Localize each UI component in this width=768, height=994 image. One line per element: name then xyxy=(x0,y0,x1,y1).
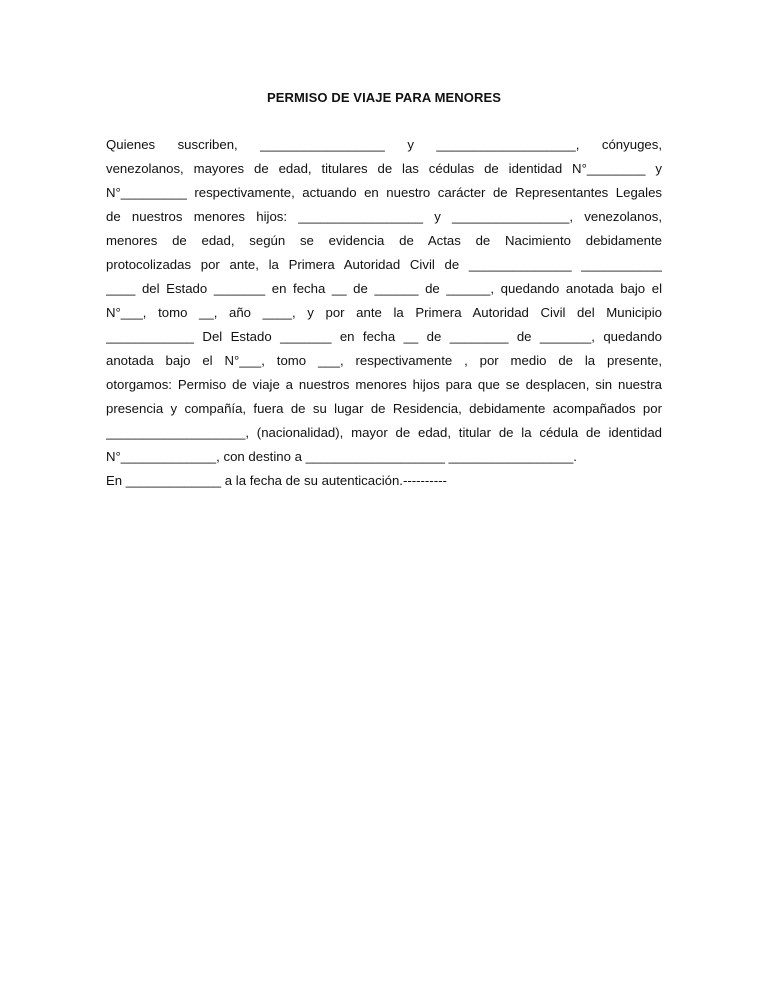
body-line: N°_____________, con destino a ___________________ _________________. xyxy=(106,449,577,464)
body-line: menores de edad, según se evidencia de Actas de Nacimiento debidamente xyxy=(106,233,662,248)
body-line: otorgamos: Permiso de viaje a nuestros menores hijos para que se desplacen, sin nuestra xyxy=(106,377,662,392)
body-line: N°___, tomo __, año ____, y por ante la Primera Autoridad Civil del Municipio xyxy=(106,305,662,320)
body-line: ____________ Del Estado _______ en fecha __ de ________ de _______, quedando xyxy=(106,329,662,344)
body-line: protocolizadas por ante, la Primera Autoridad Civil de ______________ ___________ xyxy=(106,257,662,272)
document-title: PERMISO DE VIAJE PARA MENORES xyxy=(266,90,502,105)
body-line: En _____________ a la fecha de su autenticación.---------- xyxy=(106,473,447,488)
document-body xyxy=(106,133,662,493)
body-line: de nuestros menores hijos: _________________ y ________________, venezolanos, xyxy=(106,209,662,224)
body-line: presencia y compañía, fuera de su lugar de Residencia, debidamente acompañados por xyxy=(106,401,662,416)
body-line: ____ del Estado _______ en fecha __ de ______ de ______, quedando anotada bajo el xyxy=(106,281,662,296)
body-line: ___________________, (nacionalidad), mayor de edad, titular de la cédula de identidad xyxy=(106,425,662,440)
body-line: Quienes suscriben, _________________ y ___________________, cónyuges, xyxy=(106,137,662,152)
body-line: anotada bajo el N°___, tomo ___, respectivamente , por medio de la presente, xyxy=(106,353,662,368)
body-line: N°_________ respectivamente, actuando en nuestro carácter de Representantes Legales xyxy=(106,185,662,200)
body-line: venezolanos, mayores de edad, titulares de las cédulas de identidad N°________ y xyxy=(106,161,662,176)
